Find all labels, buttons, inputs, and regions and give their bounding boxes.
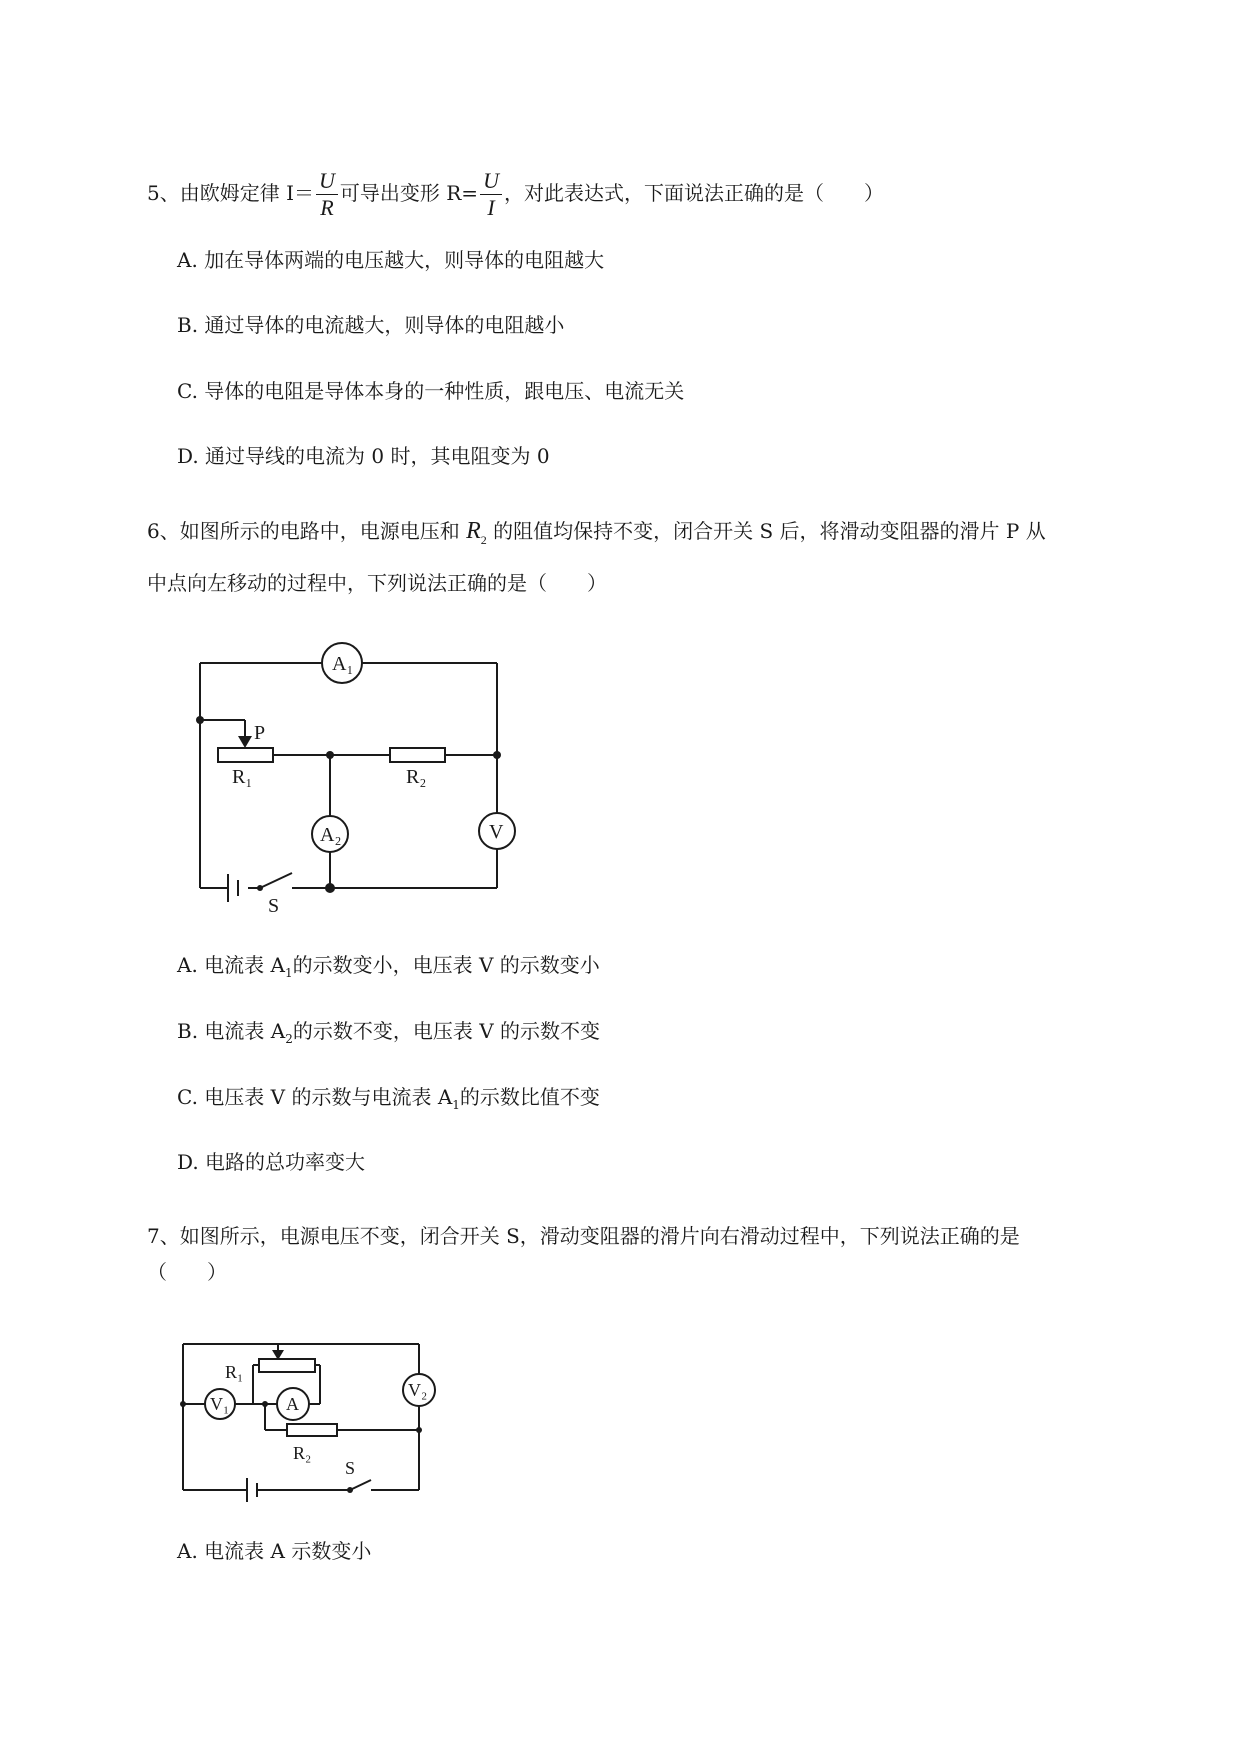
q5-stem xyxy=(147,168,884,221)
slider-arrow-icon xyxy=(238,736,252,748)
q6-stem-line2: 中点向左移动的过程中，下列说法正确的是（ ） xyxy=(147,571,607,595)
q6-number: 6、 xyxy=(147,519,180,543)
label-a1: A₁ xyxy=(332,653,354,675)
q7-number: 7、 xyxy=(147,1224,180,1248)
q5-text-b: 可导出变形 R= xyxy=(339,181,479,205)
q6-text-b: 的阻值均保持不变，闭合开关 S 后，将滑动变阻器的滑片 P 从 xyxy=(493,519,1046,543)
q6-text-a: 如图所示的电路中，电源电压和 xyxy=(179,519,460,543)
q6-stem-line1 xyxy=(147,517,1046,554)
label-p: P xyxy=(254,722,266,744)
q6-option-a[interactable]: A. 电流表 $A_1$的示数变小，电压表 V 的示数变小 xyxy=(177,953,600,980)
q5-number: 5、 xyxy=(147,181,180,205)
q5-option-a[interactable]: A. 加在导体两端的电压越大，则导体的电阻越大 xyxy=(177,248,605,272)
label-v2: V₂ xyxy=(408,1380,428,1400)
label-r2: R₂ xyxy=(293,1443,312,1463)
q5-text-a: 由欧姆定律 I＝ xyxy=(179,181,314,205)
q6-option-d[interactable]: D. 电路的总功率变大 xyxy=(177,1150,366,1174)
q7-option-a[interactable]: A. 电流表 A 示数变小 xyxy=(177,1539,372,1563)
q5-option-c[interactable]: C. 导体的电阻是导体本身的一种性质，跟电压、电流无关 xyxy=(177,379,685,403)
fraction-u-over-i: $\frac{U}{I}$ xyxy=(480,168,502,221)
label-v1: V₁ xyxy=(210,1394,230,1414)
label-r2: R₂ xyxy=(406,766,427,788)
q7-text: 如图所示，电源电压不变，闭合开关 S，滑动变阻器的滑片向右滑动过程中，下列说法正确的是 xyxy=(179,1224,1020,1248)
label-r1: R₁ xyxy=(232,766,253,788)
label-s: S xyxy=(268,895,280,916)
q5-text-c: ，对此表达式，下面说法正确的是（ ） xyxy=(503,181,884,205)
q5-option-d[interactable]: D. 通过导线的电流为 0 时，其电阻变为 0 xyxy=(177,444,550,468)
label-r1: R₁ xyxy=(225,1362,244,1382)
fraction-u-over-r: $\frac{U}{R}$ xyxy=(316,168,338,221)
q7-circuit-diagram xyxy=(175,1330,445,1515)
q6-option-b[interactable]: B. 电流表 $A_2$的示数不变，电压表 V 的示数不变 xyxy=(177,1019,601,1046)
q5-option-b[interactable]: B. 通过导体的电流越大，则导体的电阻越小 xyxy=(177,313,565,337)
label-s: S xyxy=(345,1458,356,1478)
q7-stem-line1 xyxy=(147,1222,1020,1250)
q6-option-c[interactable]: C. 电压表 V 的示数与电流表 $A_1$的示数比值不变 xyxy=(177,1085,600,1112)
label-v: V xyxy=(489,821,504,843)
label-a: A xyxy=(286,1394,299,1414)
q7-stem-line2: （ ） xyxy=(147,1260,227,1284)
label-a2: A₂ xyxy=(320,824,342,846)
q6-circuit-diagram xyxy=(190,636,530,916)
r2-symbol: $R_2$ xyxy=(466,518,487,547)
